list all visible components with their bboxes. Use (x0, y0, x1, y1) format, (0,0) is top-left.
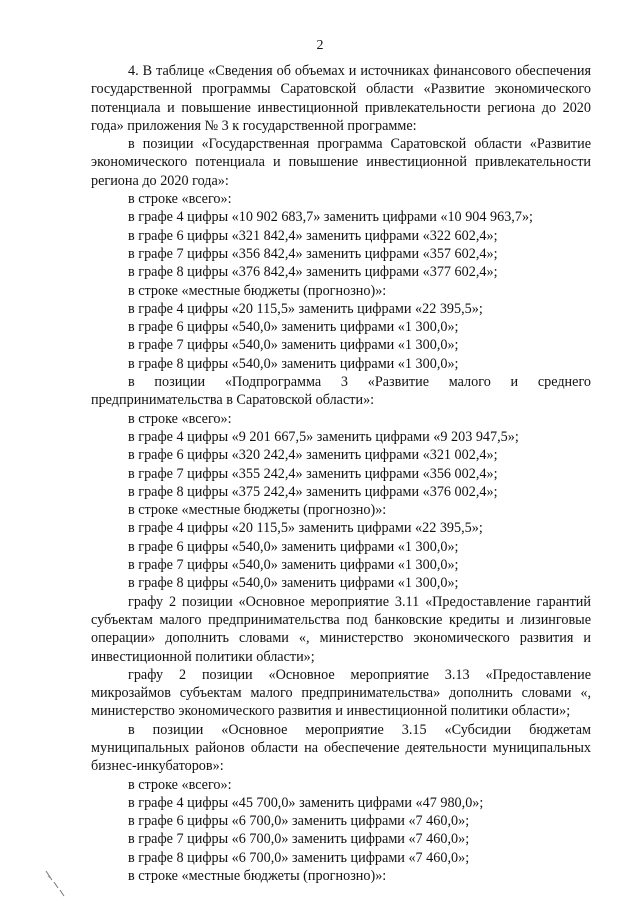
line-column-7: в графе 7 цифры «356 842,4» заменить цифрами «357 602,4»; (128, 245, 498, 262)
page-number: 2 (316, 38, 324, 53)
paragraph-position-state-program: в позиции «Государственная программа Саратовской области «Развитие экономического потенциала и повышение инвестиционной привлекательности региона до 2020 года»: (91, 136, 591, 189)
line-row-total: в строке «всего»: (128, 191, 232, 208)
line-column-7: в графе 7 цифры «6 700,0» заменить цифрами «7 460,0»; (128, 831, 470, 848)
line-column-8: в графе 8 цифры «540,0» заменить цифрами «1 300,0»; (128, 575, 459, 592)
line-row-total: в строке «всего»: (128, 776, 232, 793)
line-column-8: в графе 8 цифры «376 842,4» заменить цифрами «377 602,4»; (128, 264, 498, 281)
paragraph-measure-3-11: графу 2 позиции «Основное мероприятие 3.11 «Предоставление гарантий субъектам малого предпринимательства под банковские кредиты и лизинговые операции» дополнить словами «, министерство экономического развития и инвестиционной политики области»; (91, 593, 591, 665)
line-column-8: в графе 8 цифры «540,0» заменить цифрами «1 300,0»; (128, 355, 459, 372)
paragraph-measure-3-13: графу 2 позиции «Основное мероприятие 3.13 «Предоставление микрозаймов субъектам малого предпринимательства» дополнить словами «, министерство экономического развития и инвестиционной политики области»; (91, 666, 591, 720)
line-column-4: в графе 4 цифры «9 201 667,5» заменить цифрами «9 203 947,5»; (128, 428, 519, 445)
line-row-local-budgets: в строке «местные бюджеты (прогнозно)»: (128, 282, 387, 299)
line-row-total: в строке «всего»: (128, 410, 232, 427)
line-row-local-budgets: в строке «местные бюджеты (прогнозно)»: (128, 502, 387, 519)
line-row-local-budgets: в строке «местные бюджеты (прогнозно)»: (128, 868, 387, 885)
line-column-6: в графе 6 цифры «320 242,4» заменить цифрами «321 002,4»; (128, 447, 498, 464)
line-column-8: в графе 8 цифры «375 242,4» заменить цифрами «376 002,4»; (128, 483, 498, 500)
document-body (91, 62, 591, 885)
line-column-7: в графе 7 цифры «540,0» заменить цифрами «1 300,0»; (128, 557, 459, 574)
line-column-6: в графе 6 цифры «321 842,4» заменить цифрами «322 602,4»; (128, 227, 498, 244)
line-column-4: в графе 4 цифры «10 902 683,7» заменить цифрами «10 904 963,7»; (128, 209, 533, 226)
line-column-4: в графе 4 цифры «45 700,0» заменить цифрами «47 980,0»; (128, 794, 484, 811)
line-column-6: в графе 6 цифры «6 700,0» заменить цифрами «7 460,0»; (128, 813, 470, 830)
line-column-4: в графе 4 цифры «20 115,5» заменить цифрами «22 395,5»; (128, 300, 483, 317)
line-column-7: в графе 7 цифры «355 242,4» заменить цифрами «356 002,4»; (128, 465, 498, 482)
line-column-6: в графе 6 цифры «540,0» заменить цифрами «1 300,0»; (128, 319, 459, 336)
line-column-6: в графе 6 цифры «540,0» заменить цифрами «1 300,0»; (128, 538, 459, 555)
line-column-7: в графе 7 цифры «540,0» заменить цифрами «1 300,0»; (128, 337, 459, 354)
paragraph-position-subprogram-3: в позиции «Подпрограмма 3 «Развитие малого и среднего предпринимательства в Саратовской области»: (91, 374, 591, 409)
line-column-4: в графе 4 цифры «20 115,5» заменить цифрами «22 395,5»; (128, 520, 483, 537)
scan-artifact (38, 868, 78, 898)
paragraph-measure-3-15: в позиции «Основное мероприятие 3.15 «Субсидии бюджетам муниципальных районов области на обеспечение деятельности муниципальных бизнес-инкубаторов»: (91, 721, 591, 775)
paragraph-item-4: 4. В таблице «Сведения об объемах и источниках финансового обеспечения государственной программы Саратовской области «Развитие экономического потенциала и повышение инвестиционной привлекательности региона до 2020 года» приложения № 3 к государственной программе: (91, 63, 591, 134)
line-column-8: в графе 8 цифры «6 700,0» заменить цифрами «7 460,0»; (128, 849, 470, 866)
